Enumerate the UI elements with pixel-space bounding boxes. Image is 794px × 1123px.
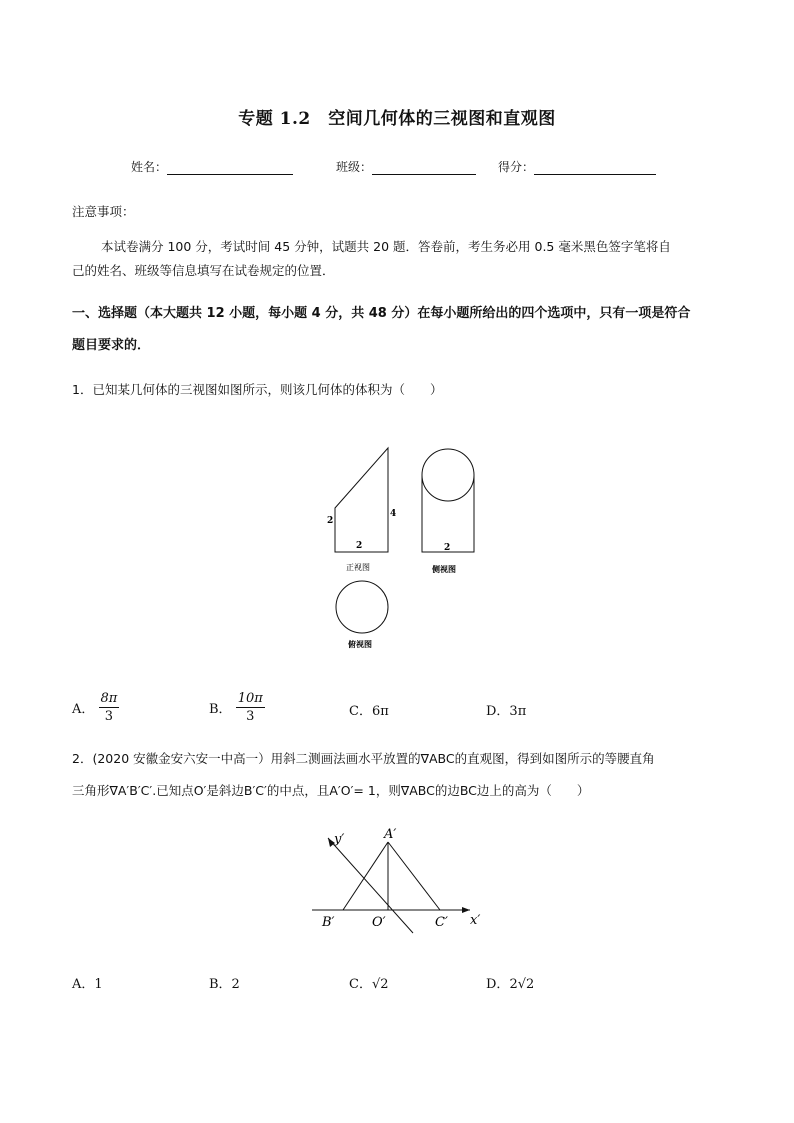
front-view [327, 448, 396, 572]
q1-option-b-denominator: 3 [246, 709, 255, 724]
label-y: y′ [334, 832, 345, 847]
class-label: 班级： [336, 160, 373, 174]
side-view-label: 侧视图 [432, 564, 456, 574]
q2-option-c [349, 973, 389, 992]
name-blank [167, 162, 293, 175]
notes-line-1: 本试卷满分 100 分，考试时间 45 分钟，试题共 20 题．答卷前，考生务必用 0.5 毫米黑色签字笔将自 [101, 239, 671, 254]
label-c: C′ [435, 915, 448, 930]
q2-option-c-label: C． [349, 977, 372, 992]
front-view-label: 正视图 [346, 563, 370, 572]
side-a-c [388, 842, 440, 910]
question-1-text: 1．已知某几何体的三视图如图所示，则该几何体的体积为（ ） [72, 382, 443, 397]
side-dim-bottom: 2 [444, 543, 451, 553]
q1-option-b-label: B． [209, 702, 232, 717]
label-x: x′ [470, 913, 481, 928]
q1-option-a-fraction [99, 690, 120, 725]
q1-option-a-denominator: 3 [104, 709, 114, 724]
x-axis-arrow [462, 907, 470, 913]
label-a: A′ [384, 827, 397, 842]
q1-option-a-label: A． [72, 702, 95, 717]
q2-option-d-value: 2√2 [509, 977, 535, 992]
side-view [422, 449, 474, 574]
section-heading-line-2: 题目要求的． [72, 338, 151, 353]
q1-option-b-numerator: 10π [237, 691, 263, 706]
notes-heading: 注意事项： [72, 204, 135, 219]
score-label: 得分： [498, 160, 535, 174]
q2-option-b: B．2 [209, 977, 240, 992]
q1-option-a [72, 690, 119, 725]
name-label: 姓名： [131, 160, 168, 174]
q2-option-d-label: D． [486, 977, 510, 992]
q1-option-b [209, 690, 265, 725]
class-field [336, 158, 476, 175]
class-blank [372, 162, 476, 175]
q1-option-a-numerator: 8π [100, 691, 118, 706]
question-2-line-1: 2．(2020 安徽金安六安一中高一）用斜二测画法画水平放置的∇ABC的直观图，得到如图所示的等腰直角 [72, 751, 655, 766]
q2-option-c-value: √2 [371, 977, 389, 992]
notes-line-2: 己的姓名、班级等信息填写在试卷规定的位置． [72, 263, 335, 278]
score-field [498, 158, 656, 175]
section-heading-line-1: 一、选择题（本大题共 12 小题，每小题 4 分，共 48 分）在每小题所给出的四个选项中，只有一项是符合 [72, 306, 691, 321]
front-dim-left: 2 [327, 516, 334, 526]
label-b: B′ [322, 915, 335, 930]
name-field [131, 158, 293, 175]
q2-option-a: A．1 [72, 977, 103, 992]
three-view-figure [320, 440, 490, 655]
label-o: O′ [372, 915, 386, 930]
page-title: 专题 1.2 空间几何体的三视图和直观图 [238, 109, 556, 129]
q1-option-d: D．3π [486, 704, 527, 719]
side-a-b [343, 842, 388, 910]
q2-option-d [486, 973, 534, 992]
oblique-view-figure [300, 820, 500, 940]
front-dim-right: 4 [390, 509, 397, 519]
q1-option-b-fraction [236, 690, 265, 725]
top-view [336, 581, 388, 649]
top-view-label: 俯视图 [348, 639, 372, 649]
y-axis [328, 838, 413, 933]
front-dim-bottom: 2 [356, 541, 363, 551]
score-blank [534, 162, 656, 175]
question-2-line-2: 三角形∇A′B′C′.已知点O′是斜边B′C′的中点，且A′O′= 1，则∇ABC的边BC边上的高为（ ） [72, 783, 590, 798]
q1-option-c: C．6π [349, 704, 389, 719]
